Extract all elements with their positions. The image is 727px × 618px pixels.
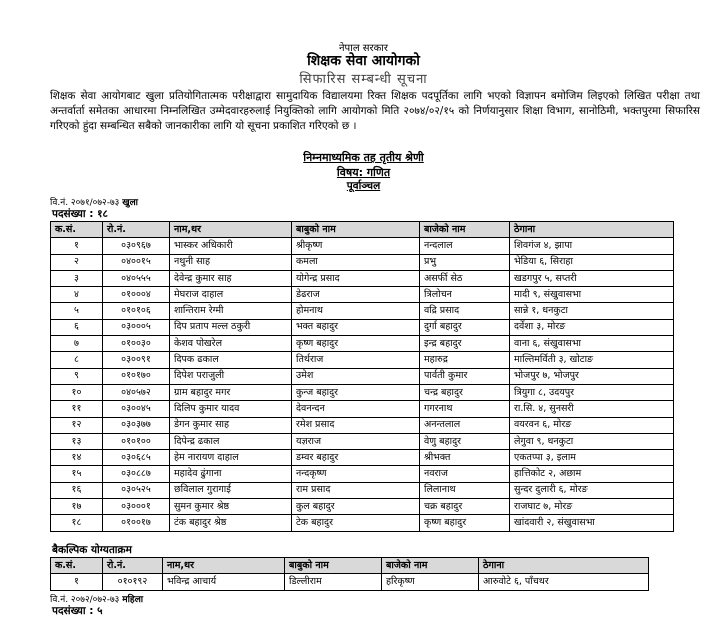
table-cell: देवनन्दन — [292, 401, 420, 417]
column-header: ठेगाना — [510, 222, 674, 238]
table-cell: आरुवोटे ६, पाँचथर — [479, 574, 649, 590]
table-row — [51, 336, 674, 352]
table-cell: लिलानाथ — [420, 482, 510, 498]
table-cell: नन्दकृष्ण — [292, 466, 420, 482]
table-cell: दिलिप कुमार यादव — [170, 401, 292, 417]
table-cell: दर्वेशा ३, मोरङ — [510, 319, 674, 335]
table-row — [51, 352, 674, 368]
post-count: पदसंख्या : १८ — [52, 208, 109, 220]
table-row — [51, 574, 649, 590]
table-row — [51, 401, 674, 417]
table-cell: दिपक ढकाल — [170, 352, 292, 368]
table-cell: गगरनाथ — [420, 401, 510, 417]
table-cell: वद्रि प्रसाद — [420, 303, 510, 319]
recommendation-table — [50, 221, 674, 532]
column-header: रो.नं. — [103, 222, 170, 238]
table-row — [51, 368, 674, 384]
table-cell: रा.सि. ४, सुनसरी — [510, 401, 674, 417]
table-cell: दिपेन्द्र ढकाल — [170, 433, 292, 449]
table-cell: होमनाथ — [292, 303, 420, 319]
column-header: बाबुको नाम — [292, 222, 420, 238]
table-cell: दिपेश पराजुली — [170, 368, 292, 384]
table-cell: शिवगंज ४, झापा — [510, 238, 674, 254]
table-cell: हरिकृष्ण — [382, 574, 479, 590]
table-cell: प्रभु — [420, 254, 510, 270]
table-cell: उमेश — [292, 368, 420, 384]
table-cell: श्रीभक्त — [420, 450, 510, 466]
table-cell: ६ — [51, 319, 103, 335]
subject-heading: विषय: गणित — [336, 166, 391, 179]
table-cell: कृष्ण बहादुर — [292, 336, 420, 352]
table-row — [51, 482, 674, 498]
table-row — [51, 238, 674, 254]
table-cell: ८ — [51, 352, 103, 368]
column-header: बाजेको नाम — [420, 222, 510, 238]
table-cell: कमला — [292, 254, 420, 270]
table-cell: ०१०१७० — [103, 368, 170, 384]
table-cell: हात्तिकोट २, अछाम — [510, 466, 674, 482]
table-cell: दिप प्रताप मल्ल ठकुरी — [170, 319, 292, 335]
table-cell: एकतप्पा ३, इलाम — [510, 450, 674, 466]
table-cell: भास्कर अधिकारी — [170, 238, 292, 254]
column-header: नाम,थर — [170, 222, 292, 238]
alternate-merit-table — [50, 557, 649, 591]
table-cell: हेम नारायण दाहाल — [170, 450, 292, 466]
table-cell: मादी ९, संखुवासभा — [510, 287, 674, 303]
table-cell: ०१०१०० — [103, 433, 170, 449]
table-cell: डिल्लीराम — [285, 574, 382, 590]
table-cell: ०४०५७२ — [103, 384, 170, 400]
table-cell: ०१००३० — [103, 336, 170, 352]
table-cell: लेगुवा ९, धनकुटा — [510, 433, 674, 449]
table-cell: राजघाट ७, मोरङ — [510, 499, 674, 515]
table-header-row — [51, 222, 674, 238]
table-cell: असर्फी सेठ — [420, 270, 510, 286]
alternate-merit-title: बैकल्पिक योग्यताक्रम — [52, 544, 132, 556]
table-cell: कुल बहादुर — [292, 499, 420, 515]
table-row — [51, 254, 674, 270]
table-cell: भोजपुर ७, भोजपुर — [510, 368, 674, 384]
table-cell: भक्त बहादुर — [292, 319, 420, 335]
table-cell: डम्वर बहादुर — [292, 450, 420, 466]
table-cell: सुमन कुमार श्रेष्ठ — [170, 499, 292, 515]
column-header: ठेगाना — [479, 558, 649, 574]
table-cell: सुन्दर दुलारी ६, मोरङ — [510, 482, 674, 498]
column-header: बाजेको नाम — [382, 558, 479, 574]
table-row — [51, 466, 674, 482]
table-cell: श्रीकृष्ण — [292, 238, 420, 254]
table-cell: देवेन्द्र कुमार साह — [170, 270, 292, 286]
table-cell: ९ — [51, 368, 103, 384]
table-cell: अनन्तलाल — [420, 417, 510, 433]
notice-title: सिफारिस सम्बन्धी सूचना — [299, 72, 428, 87]
table-cell: छविलाल गुरागाई — [170, 482, 292, 498]
column-header: क.सं. — [51, 558, 103, 574]
table-cell: ०३०००१ — [103, 499, 170, 515]
table-cell: ४ — [51, 287, 103, 303]
table-cell: ०३०६८५ — [103, 450, 170, 466]
table-row — [51, 450, 674, 466]
table-cell: ०४०५५५ — [103, 270, 170, 286]
column-header: रो.नं. — [103, 558, 163, 574]
table-row — [51, 515, 674, 531]
table-row — [51, 384, 674, 400]
table-cell: डेढराज — [292, 287, 420, 303]
table-cell: त्रिलोचन — [420, 287, 510, 303]
table-cell: १ — [51, 574, 103, 590]
table-cell: खडगपुर ५, सप्तरी — [510, 270, 674, 286]
column-header: बाबुको नाम — [285, 558, 382, 574]
table-cell: महादेव ढुंगाना — [170, 466, 292, 482]
table-cell: ७ — [51, 336, 103, 352]
table-cell: ०३०३७७ — [103, 417, 170, 433]
table-cell: ०१०१०६ — [103, 303, 170, 319]
table-cell: ०३००९१ — [103, 352, 170, 368]
table-cell: मेघराज दाहाल — [170, 287, 292, 303]
region-heading: पूर्वाञ्चल — [346, 180, 381, 192]
table-cell: महारुद्र — [420, 352, 510, 368]
table-cell: ०४००१५ — [103, 254, 170, 270]
table-cell: राम प्रसाद — [292, 482, 420, 498]
table-cell: दुर्गा बहादुर — [420, 319, 510, 335]
table-cell: टेक बहादुर — [292, 515, 420, 531]
table-row — [51, 499, 674, 515]
table-cell: डेगन कुमार साह — [170, 417, 292, 433]
table-cell: तिर्थराज — [292, 352, 420, 368]
level-heading: निम्नमाध्यमिक तह तृतीय श्रेणी — [303, 151, 424, 164]
government-label: नेपाल सरकार — [339, 43, 388, 54]
table-cell: नवराज — [420, 466, 510, 482]
table-cell: ०१००१७ — [103, 515, 170, 531]
advertisement-type: महिला — [122, 595, 144, 605]
table-cell: ०१०१९२ — [103, 574, 163, 590]
intro-paragraph: शिक्षक सेवा आयोगबाट खुला प्रतियोगितात्मक परीक्षाद्वारा सामुदायिक विद्यालयमा रिक्त शिक्षक पदपूर्तिका लागि भएको विज्ञापन बमोजिम लिइएको लिखित परीक्षा तथा अन्तर्वार्ता समेतका आधारमा निम्नलिखित उम्मेदवारहरुलाई नियुक्तिको लागि आयोगको मिति २०७४/०२/१५ को निर्णयानुसार शिक्षा विभाग, सानोठिमी, भक्तपुरमा सिफारिस गरिएको हुंदा सम्बन्धित सबैको जानकारीका लागि यो सूचना प्रकाशित गरिएको छ । — [50, 90, 700, 132]
table-cell: नथुनी साह — [170, 254, 292, 270]
advertisement-type: खुला — [122, 198, 138, 208]
table-cell: ०३०००५ — [103, 319, 170, 335]
table-cell: १२ — [51, 417, 103, 433]
table-cell: कुन्ज बहादुर — [292, 384, 420, 400]
column-header: क.सं. — [51, 222, 103, 238]
table-cell: १७ — [51, 499, 103, 515]
table-cell: योगेन्द्र प्रसाद — [292, 270, 420, 286]
table-cell: ०३०५२५ — [103, 482, 170, 498]
table-cell: रमेश प्रसाद — [292, 417, 420, 433]
table-cell: टंक बहादुर श्रेष्ठ — [170, 515, 292, 531]
table-cell: केशव पोखरेल — [170, 336, 292, 352]
table-cell: ०३०९६७ — [103, 238, 170, 254]
column-header: नाम,थर — [163, 558, 285, 574]
table-cell: ०१०००४ — [103, 287, 170, 303]
table-cell: खांदवारी २, संखुवासभा — [510, 515, 674, 531]
table-cell: १८ — [51, 515, 103, 531]
table-cell: ग्राम बहादुर मगर — [170, 384, 292, 400]
table-cell: यज्ञराज — [292, 433, 420, 449]
table-cell: नन्दलाल — [420, 238, 510, 254]
table-cell: २ — [51, 254, 103, 270]
advertisement-text: वि.नं. २०७१/०७२-७३ — [50, 198, 120, 208]
table-cell: ११ — [51, 401, 103, 417]
table-cell: भेडिया ६, सिराहा — [510, 254, 674, 270]
table-cell: १६ — [51, 482, 103, 498]
table-row — [51, 319, 674, 335]
table-header-row — [51, 558, 649, 574]
table-row — [51, 417, 674, 433]
table-cell: १० — [51, 384, 103, 400]
table-cell: वयरवन ६, मोरङ — [510, 417, 674, 433]
post-count-2: पदसंख्या : ५ — [52, 605, 103, 617]
table-row — [51, 433, 674, 449]
table-cell: ३ — [51, 270, 103, 286]
table-row — [51, 270, 674, 286]
table-cell: ५ — [51, 303, 103, 319]
table-cell: १ — [51, 238, 103, 254]
table-cell: शान्तिराम रेग्मी — [170, 303, 292, 319]
table-cell: १४ — [51, 450, 103, 466]
advertisement-text: वि.नं. २०७२/०७२-७३ — [50, 595, 120, 605]
table-cell: माल्तिमर्विती ३, खोटाङ — [510, 352, 674, 368]
table-cell: चक्र बहादुर — [420, 499, 510, 515]
table-cell: ०३०८८७ — [103, 466, 170, 482]
table-cell: १५ — [51, 466, 103, 482]
table-cell: भविन्द्र आचार्य — [163, 574, 285, 590]
table-cell: चन्द्र बहादुर — [420, 384, 510, 400]
table-cell: वेणु बहादुर — [420, 433, 510, 449]
table-row — [51, 303, 674, 319]
commission-title: शिक्षक सेवा आयोगको — [307, 53, 420, 69]
table-cell: पार्वती कुमार — [420, 368, 510, 384]
table-cell: कृष्ण बहादुर — [420, 515, 510, 531]
table-row — [51, 287, 674, 303]
table-cell: ०३००४५ — [103, 401, 170, 417]
table-cell: इन्द्र बहादुर — [420, 336, 510, 352]
table-cell: सान्ने १, धनकुटा — [510, 303, 674, 319]
table-cell: १३ — [51, 433, 103, 449]
table-cell: वाना ६, संखुवासभा — [510, 336, 674, 352]
table-cell: त्रियुगा ८, उदयपुर — [510, 384, 674, 400]
